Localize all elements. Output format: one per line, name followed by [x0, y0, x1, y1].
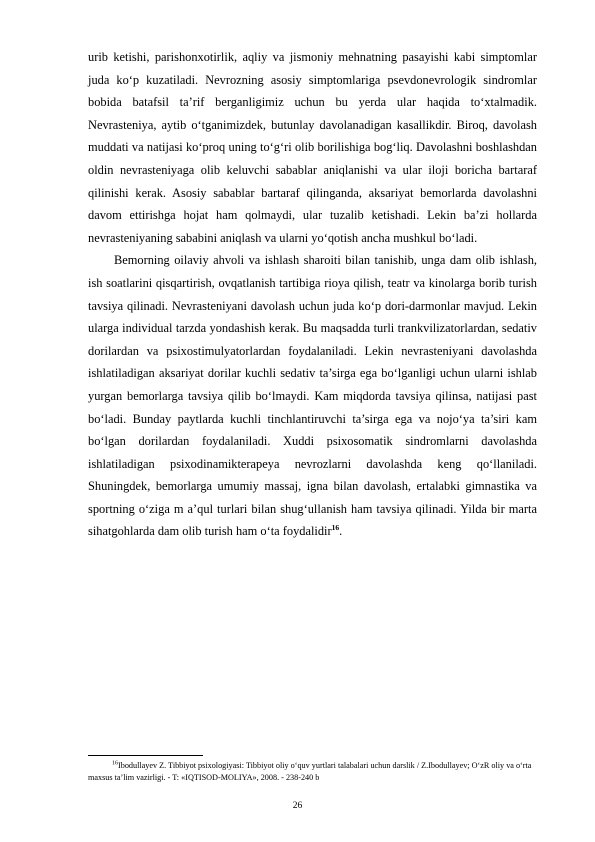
footnote-reference[interactable]: 16 [331, 523, 340, 533]
footnote-number: 16 [112, 760, 118, 767]
paragraph-2-text: Bemorning oilaviy ahvoli va ishlash sharoiti bilan tanishib, unga dam olib ishlash, ish soatlarini qisqartirish, ovqatlanish tartibiga rioya qilish, teatr va kinolarga borib turish tavsiya qilinadi. Nevrasteniyani davolash uchun juda ko‘p dori-darmonlar mavjud. Lekin ularga individual tarzda yondashish kerak. Bu maqsadda turli trankvilizatorlardan, sedativ dorilardan va psixostimulyatorlardan foydalaniladi. Lekin nevrasteniyani davolashda ishlatiladigan aksariyat dorilar kuchli sedativ ta’sirga ega bo‘lganligi uchun ularni ishlab yurgan bemorlarga tavsiya qilib bo‘lmaydi. Kam miqdorda tavsiya qilinsa, natijasi past bo‘ladi. Bunday paytlarda kuchli tinchlantiruvchi ta’sirga ega va nojo‘ya ta’siri kam bo‘lgan dorilardan foydalaniladi. Xuddi psixosomatik sindromlarni davolashda ishlatiladigan psixodinamikterapeya nevrozlarni davolashda keng qo‘llaniladi. Shuningdek, bemorlarga umumiy massaj, igna bilan davolash, ertalabki gimnastika va sportning o‘ziga m a’qul turlari bilan shug‘ullanish ham tavsiya qilinadi. Yilda bir marta sihatgohlarda dam olib turish ham o‘ta foydalidir [88, 253, 537, 539]
footnote-separator [88, 755, 203, 756]
paragraph-2: Bemorning oilaviy ahvoli va ishlash sharoiti bilan tanishib, unga dam olib ishlash, ish soatlarini qisqartirish, ovqatlanish tartibiga rioya qilish, teatr va kinolarga borib turish tavsiya qilinadi. Nevrasteniyani davolash uchun juda ko‘p dori-darmonlar mavjud. Lekin ularga individual tarzda yondashish kerak. Bu maqsadda turli trankvilizatorlardan, sedativ dorilardan va psixostimulyatorlardan foydalaniladi. Lekin nevrasteniyani davolashda ishlatiladigan aksariyat dorilar kuchli sedativ ta’sirga ega bo‘lganligi uchun ularni ishlab yurgan bemorlarga tavsiya qilib bo‘lmaydi. Kam miqdorda tavsiya qilinsa, natijasi past bo‘ladi. Bunday paytlarda kuchli tinchlantiruvchi ta’sirga ega va nojo‘ya ta’siri kam bo‘lgan dorilardan foydalaniladi. Xuddi psixosomatik sindromlarni davolashda ishlatiladigan psixodinamikterapeya nevrozlarni davolashda keng qo‘llaniladi. Shuningdek, bemorlarga umumiy massaj, igna bilan davolash, ertalabki gimnastika va sportning o‘ziga m a’qul turlari bilan shug‘ullanish ham tavsiya qilinadi. Yilda bir marta sihatgohlarda dam olib turish ham o‘ta foydalidir$^{16}$. [88, 253, 537, 539]
footnote-text: Ibodullayev Z. Tibbiyot psixologiyasi: Tibbiyot oliy o‘quv yurtlari talabalari uchun darslik / Z.Ibodullayev; O‘zR oliy va o‘rta maxsus ta’lim vazirligi. - T: «IQTISOD-MOLIYA», 2008. - 238-240 b [88, 761, 532, 782]
body-text [88, 46, 537, 543]
page-number: 26 [292, 801, 303, 811]
footnote [88, 760, 548, 784]
paragraph-1: urib ketishi, parishonxotirlik, aqliy va jismoniy mehnatning pasayishi kabi simptomlar juda ko‘p kuzatiladi. Nevrozning asosiy simptomlariga psevdonevrologik sindromlar bobida batafsil ta’rif berganligimiz uchun bu yerda ular haqida to‘xtalmadik. Nevrasteniya, aytib o‘tganimizdek, butunlay davolanadigan kasallikdir. Biroq, davolash muddati va natijasi ko‘proq uning to‘g‘ri olib borilishiga bog‘liq. Davolashni boshlashdan oldin nevrasteniyaga olib keluvchi sabablar aniqlanishi va ular iloji boricha bartaraf qilinishi kerak. Asosiy sabablar bartaraf qilinganda, aksariyat bemorlarda davolashni davom ettirishga hojat ham qolmaydi, ular tuzalib ketishadi. Lekin ba’zi hollarda nevrasteniyaning sababini aniqlash va ularni yo‘qotish ancha mushkul bo‘ladi. [88, 50, 537, 245]
